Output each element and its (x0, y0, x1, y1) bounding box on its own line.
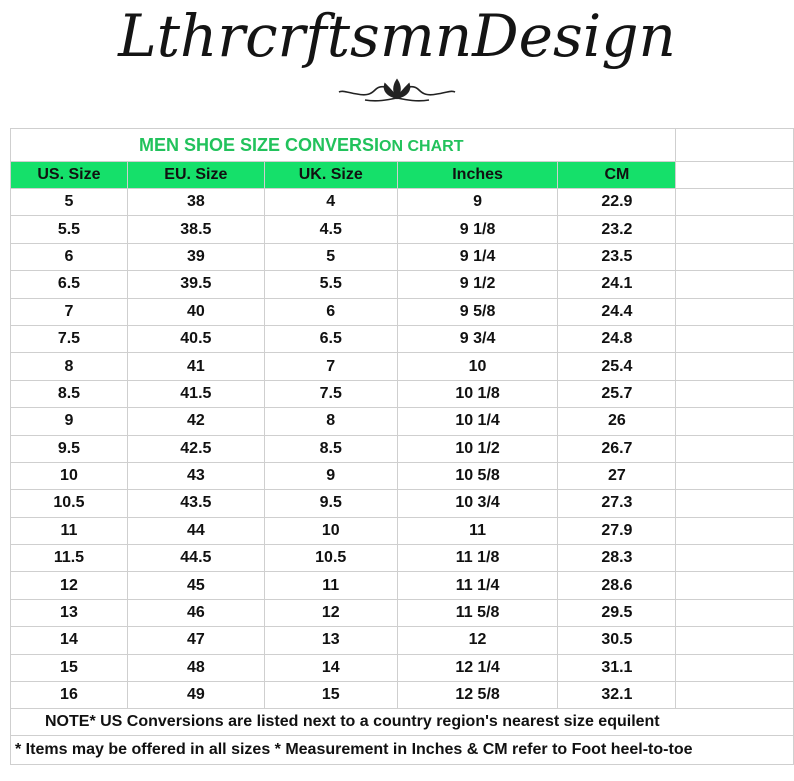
table-row (11, 271, 794, 298)
inches-cell: 12 1/4 (397, 654, 558, 681)
cm-cell: 23.2 (558, 216, 676, 243)
spare-cell (676, 545, 794, 572)
column-header-eu: EU. Size (127, 162, 264, 189)
eu-size-cell: 48 (127, 654, 264, 681)
uk-size-cell: 8.5 (264, 435, 397, 462)
cm-cell: 31.1 (558, 654, 676, 681)
size-conversion-table (10, 128, 794, 765)
table-row (11, 599, 794, 626)
table-row (11, 627, 794, 654)
cm-cell: 29.5 (558, 599, 676, 626)
spare-cell (676, 380, 794, 407)
uk-size-cell: 15 (264, 682, 397, 709)
uk-size-cell: 6 (264, 298, 397, 325)
inches-cell: 11 5/8 (397, 599, 558, 626)
cm-cell: 24.8 (558, 325, 676, 352)
us-size-cell: 5 (11, 189, 128, 216)
table-row (11, 462, 794, 489)
cm-cell: 32.1 (558, 682, 676, 709)
table-row (11, 572, 794, 599)
spare-cell (676, 243, 794, 270)
cm-cell: 26 (558, 408, 676, 435)
table-row (11, 682, 794, 709)
uk-size-cell: 6.5 (264, 325, 397, 352)
eu-size-cell: 43 (127, 462, 264, 489)
column-header-cm: CM (558, 162, 676, 189)
uk-size-cell: 14 (264, 654, 397, 681)
inches-cell: 9 1/4 (397, 243, 558, 270)
uk-size-cell: 9.5 (264, 490, 397, 517)
table-row (11, 380, 794, 407)
inches-cell: 9 1/8 (397, 216, 558, 243)
eu-size-cell: 40.5 (127, 325, 264, 352)
us-size-cell: 12 (11, 572, 128, 599)
table-row (11, 517, 794, 544)
cm-cell: 23.5 (558, 243, 676, 270)
inches-cell: 10 3/4 (397, 490, 558, 517)
column-header-us: US. Size (11, 162, 128, 189)
spare-cell (676, 572, 794, 599)
note-row (11, 709, 794, 736)
spare-cell (676, 162, 794, 189)
inches-cell: 9 1/2 (397, 271, 558, 298)
uk-size-cell: 8 (264, 408, 397, 435)
title-row (11, 129, 794, 162)
table-row (11, 435, 794, 462)
spare-cell (676, 435, 794, 462)
uk-size-cell: 7.5 (264, 380, 397, 407)
column-header-uk: UK. Size (264, 162, 397, 189)
spare-cell (676, 129, 794, 162)
inches-cell: 10 1/2 (397, 435, 558, 462)
eu-size-cell: 38 (127, 189, 264, 216)
cm-cell: 30.5 (558, 627, 676, 654)
inches-cell: 12 5/8 (397, 682, 558, 709)
us-size-cell: 10.5 (11, 490, 128, 517)
us-size-cell: 9 (11, 408, 128, 435)
eu-size-cell: 38.5 (127, 216, 264, 243)
us-size-cell: 6 (11, 243, 128, 270)
eu-size-cell: 46 (127, 599, 264, 626)
cm-cell: 27.3 (558, 490, 676, 517)
table-row (11, 408, 794, 435)
cm-cell: 26.7 (558, 435, 676, 462)
uk-size-cell: 10 (264, 517, 397, 544)
chart-title: MEN SHOE SIZE CONVERSION CHART (11, 129, 676, 162)
uk-size-cell: 12 (264, 599, 397, 626)
cm-cell: 27 (558, 462, 676, 489)
inches-cell: 10 1/8 (397, 380, 558, 407)
uk-size-cell: 11 (264, 572, 397, 599)
cm-cell: 25.7 (558, 380, 676, 407)
eu-size-cell: 39 (127, 243, 264, 270)
eu-size-cell: 40 (127, 298, 264, 325)
us-size-cell: 9.5 (11, 435, 128, 462)
inches-cell: 11 1/4 (397, 572, 558, 599)
cm-cell: 25.4 (558, 353, 676, 380)
eu-size-cell: 41 (127, 353, 264, 380)
spare-cell (676, 599, 794, 626)
header-row (11, 162, 794, 189)
us-size-cell: 5.5 (11, 216, 128, 243)
uk-size-cell: 5 (264, 243, 397, 270)
brand-logo-text: LthrcrftsmnDesign (118, 2, 676, 70)
eu-size-cell: 49 (127, 682, 264, 709)
spare-cell (676, 189, 794, 216)
spare-cell (676, 682, 794, 709)
us-size-cell: 13 (11, 599, 128, 626)
note-text: NOTE* US Conversions are listed next to a country region's nearest size equilent (11, 709, 794, 736)
spare-cell (676, 627, 794, 654)
inches-cell: 12 (397, 627, 558, 654)
us-size-cell: 10 (11, 462, 128, 489)
eu-size-cell: 47 (127, 627, 264, 654)
table-row (11, 545, 794, 572)
spare-cell (676, 216, 794, 243)
cm-cell: 24.4 (558, 298, 676, 325)
eu-size-cell: 45 (127, 572, 264, 599)
us-size-cell: 6.5 (11, 271, 128, 298)
table-row (11, 189, 794, 216)
us-size-cell: 11.5 (11, 545, 128, 572)
spare-cell (676, 271, 794, 298)
table-row (11, 216, 794, 243)
eu-size-cell: 44.5 (127, 545, 264, 572)
inches-cell: 10 1/4 (397, 408, 558, 435)
eu-size-cell: 44 (127, 517, 264, 544)
spare-cell (676, 353, 794, 380)
column-header-inches: Inches (397, 162, 558, 189)
table-row (11, 298, 794, 325)
us-size-cell: 8.5 (11, 380, 128, 407)
us-size-cell: 16 (11, 682, 128, 709)
inches-cell: 9 (397, 189, 558, 216)
flourish-ornament-icon (337, 78, 457, 104)
uk-size-cell: 4 (264, 189, 397, 216)
cm-cell: 28.3 (558, 545, 676, 572)
disclaimer-text: * Items may be offered in all sizes * Measurement in Inches & CM refer to Foot heel-to-toe (11, 736, 794, 765)
us-size-cell: 14 (11, 627, 128, 654)
eu-size-cell: 39.5 (127, 271, 264, 298)
table-row (11, 243, 794, 270)
inches-cell: 10 5/8 (397, 462, 558, 489)
us-size-cell: 7 (11, 298, 128, 325)
uk-size-cell: 5.5 (264, 271, 397, 298)
spare-cell (676, 462, 794, 489)
uk-size-cell: 7 (264, 353, 397, 380)
spare-cell (676, 325, 794, 352)
cm-cell: 27.9 (558, 517, 676, 544)
cm-cell: 28.6 (558, 572, 676, 599)
cm-cell: 22.9 (558, 189, 676, 216)
us-size-cell: 8 (11, 353, 128, 380)
eu-size-cell: 43.5 (127, 490, 264, 517)
disclaimer-row (11, 736, 794, 765)
inches-cell: 9 3/4 (397, 325, 558, 352)
eu-size-cell: 42 (127, 408, 264, 435)
inches-cell: 9 5/8 (397, 298, 558, 325)
eu-size-cell: 42.5 (127, 435, 264, 462)
cm-cell: 24.1 (558, 271, 676, 298)
us-size-cell: 15 (11, 654, 128, 681)
spare-cell (676, 517, 794, 544)
table-row (11, 353, 794, 380)
spare-cell (676, 654, 794, 681)
inches-cell: 11 (397, 517, 558, 544)
brand-logo (0, 0, 794, 125)
uk-size-cell: 9 (264, 462, 397, 489)
spare-cell (676, 490, 794, 517)
inches-cell: 11 1/8 (397, 545, 558, 572)
size-chart-sheet (10, 128, 794, 781)
table-row (11, 490, 794, 517)
us-size-cell: 7.5 (11, 325, 128, 352)
table-row (11, 325, 794, 352)
eu-size-cell: 41.5 (127, 380, 264, 407)
table-row (11, 654, 794, 681)
uk-size-cell: 10.5 (264, 545, 397, 572)
uk-size-cell: 13 (264, 627, 397, 654)
spare-cell (676, 298, 794, 325)
inches-cell: 10 (397, 353, 558, 380)
spare-cell (676, 408, 794, 435)
uk-size-cell: 4.5 (264, 216, 397, 243)
us-size-cell: 11 (11, 517, 128, 544)
